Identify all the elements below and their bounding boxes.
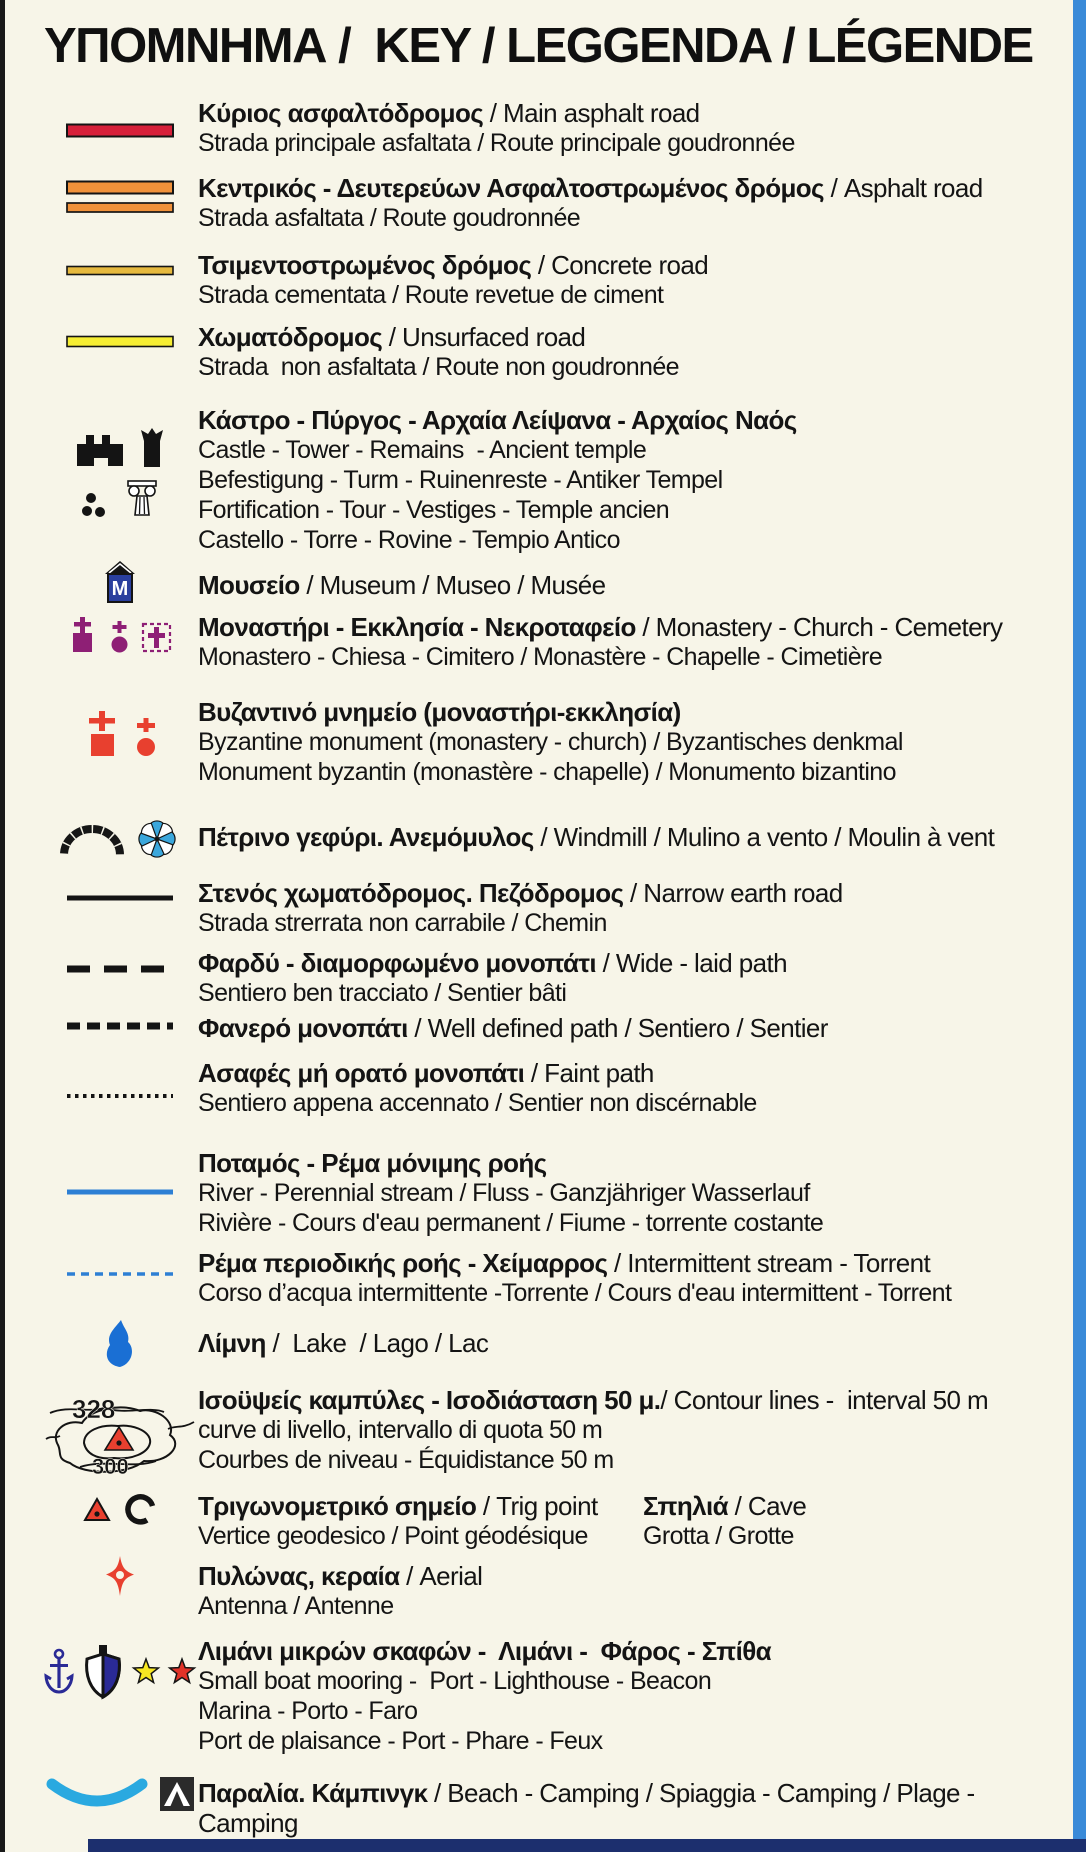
legend-row-main-asphalt-road [42,98,1060,158]
row-title-rest: / Main asphalt road [483,98,700,128]
row-title-rest: / Well defined path / Sentiero / Sentier [407,1013,828,1043]
row-line: Rivière - Cours d'eau permanent / Fiume - torrente costante [198,1209,824,1237]
row-title-rest: / Faint path [524,1058,654,1088]
row-line: Small boat mooring - Port - Lighthouse - Beacon [198,1667,712,1695]
beach-camping-group [42,1776,198,1812]
castle-icon [75,431,125,467]
row-title-greek: Βυζαντινό μνημείο (μοναστήρι-εκκλησία) [198,697,681,727]
row-title-rest: / Windmill / Mulino a vento / Moulin à vent [533,822,995,852]
anchor-icon [43,1647,75,1697]
ancient-remains-icon [81,491,111,519]
legend-row-monastery-church-cemetery [42,612,1060,672]
row-title-greek: Κεντρικός - Δευτερεύων Ασφαλτοστρωμένος δρόμος [198,173,824,203]
legend-row-aerial [42,1561,1060,1621]
contour-lines-icon [42,1387,198,1481]
row-title-rest: / Concrete road [531,250,709,280]
river-symbol [42,1188,198,1196]
trig-point-icon [82,1496,112,1523]
cemetery-icon [141,618,173,653]
row-title-greek: Φαρδύ - διαμορφωμένο μονοπάτι [198,948,597,978]
row-title-rest: / Intermittent stream - Torrent [607,1248,931,1278]
row-line: Antenna / Antenne [198,1592,394,1620]
legend-row-wide-laid-path [42,948,1060,1008]
row-title-rest: / Narrow earth road [623,878,843,908]
row-line: curve di livello, intervallo di quota 50 m [198,1416,603,1444]
legend-row-lake [42,1328,1060,1372]
legend-row-beach-camping [42,1778,1060,1838]
row-title-greek: Πυλώνας, κεραία [198,1561,400,1591]
legend-row-narrow-earth-road [42,878,1060,938]
wide-path-symbol [42,964,198,974]
row-line: Marina - Porto - Faro [198,1697,418,1725]
row-title-greek: Πέτρινο γεφύρι. Ανεμόμυλος [198,822,534,852]
row-line: Strada cementata / Route revetue de ciment [198,281,664,309]
page-title: ΥΠΟΜΝΗΜΑ / KEY / LEGGENDA / LÉGENDE [44,19,1033,73]
legend-row-unsurfaced-road [42,322,1060,382]
row-line: Strada strerrata non carrabile / Chemin [198,909,607,937]
row-title-greek: Ρέμα περιοδικής ροής - Χείμαρρος [198,1248,608,1278]
row-line: Vertice geodesico / Point géodésique [198,1522,588,1550]
row-line: Sentiero ben tracciato / Sentier bâti [198,979,567,1007]
tower-icon [139,427,165,467]
row-title-greek: Παραλία. Κάμπινγκ [198,1778,428,1808]
legend-row-byzantine-monument [42,697,1060,787]
beach-icon [45,1776,149,1812]
row-title-greek: Τριγωνομετρικό σημείο [198,1491,477,1521]
lighthouse-star-icon [131,1657,161,1687]
row-title-rest: / Unsurfaced road [382,322,586,352]
trig-cave-group [42,1491,198,1527]
legend-row-faint-path [42,1058,1060,1118]
aerial-icon [42,1555,198,1599]
row-line: Fortification - Tour - Vestiges - Temple ancien [198,496,670,524]
row-title-rest: / Asphalt road [823,173,983,203]
row-line: Strada non asfaltata / Route non goudronnée [198,353,679,381]
row-title-greek: Χωματόδρομος [198,322,383,352]
legend-row-museum [42,570,1060,606]
camping-icon [159,1776,195,1812]
beacon-star-icon [167,1657,197,1687]
row-title-greek: Σπηλιά [643,1491,729,1521]
byzantine-monastery-icon [82,711,123,757]
row-title-greek: Λίμνη [198,1328,266,1358]
row-title-greek: Λιμάνι μικρών σκαφών - Λιμάνι - Φάρος - Σπίθα [198,1636,772,1666]
row-line: Befestigung - Turm - Ruinenreste - Antiker Tempel [198,466,723,494]
bottom-border-bar [88,1839,1086,1852]
right-border-strip [1073,0,1086,1852]
row-title-greek: Ασαφές μή ορατό μονοπάτι [198,1058,525,1088]
row-title-rest: / Cave [728,1491,807,1521]
legend-row-bridge-windmill [42,822,1060,862]
legend-row-asphalt-road [42,173,1060,233]
main-asphalt-road-symbol [42,122,198,139]
row-line: Grotta / Grotte [643,1522,794,1550]
defined-path-symbol [42,1021,198,1031]
monastery-icon [68,616,98,653]
row-line: River - Perennial stream / Fluss - Ganzjähriger Wasserlauf [198,1179,810,1207]
monastery-symbol-group [42,616,198,653]
svg-text:M: M [111,578,129,600]
byzantine-church-icon [133,718,159,757]
row-title-rest: / Museum / Museo / Musée [299,570,606,600]
asphalt-road-symbol [42,179,198,217]
legend-row-river [42,1148,1060,1238]
row-title-greek: Στενός χωματόδρομος. Πεζόδρομος [198,878,624,908]
port-boat-icon [81,1644,125,1700]
row-title-rest: / Trig point [476,1491,598,1521]
legend-row-contour-lines [42,1385,1060,1481]
church-icon [108,620,131,653]
row-line: Port de plaisance - Port - Phare - Feux [198,1727,603,1755]
row-title-greek: Ποταμός - Ρέμα μόνιμης ροής [198,1148,547,1178]
bridge-windmill-group [42,816,198,862]
narrow-earth-road-symbol [42,894,198,902]
legend-row-concrete-road [42,250,1060,310]
ancient-temple-column-icon [125,479,159,519]
row-title-rest: / Contour lines - interval 50 m [660,1385,989,1415]
windmill-icon [134,816,180,862]
byzantine-symbol-group [42,711,198,757]
row-title-rest: / Beach - Camping / Spiaggia - Camping / Plage - Camping [198,1778,982,1838]
row-line: Castle - Tower - Remains - Ancient temple [198,436,647,464]
row-title-greek: Κύριος ασφαλτόδρομος [198,98,484,128]
row-line: Castello - Torre - Rovine - Tempio Antico [198,526,620,554]
lake-icon [42,1318,198,1372]
row-line: Monastero - Chiesa - Cimitero / Monastère - Chapelle - Cimetière [198,643,883,671]
svg-text:328: 328 [72,1394,116,1424]
port-symbol-group [42,1644,198,1700]
legend-row-well-defined-path [42,1013,1060,1043]
row-title-rest: / Lake / Lago / Lac [265,1328,489,1358]
museum-icon [42,560,198,606]
row-title-greek: Μουσείο [198,570,300,600]
legend-row-castle-tower-remains-temple [42,405,1060,555]
row-line: Monument byzantin (monastère - chapelle) / Monumento bizantino [198,758,896,786]
row-title-greek: Κάστρο - Πύργος - Αρχαία Λείψανα - Αρχαίος Ναός [198,405,797,435]
legend-row-intermittent-stream [42,1248,1060,1308]
row-line: Sentiero appena accennato / Sentier non discérnable [198,1089,757,1117]
row-line: Corso d’acqua intermittente -Torrente / Cours d'eau intermittent - Torrent [198,1279,952,1307]
row-line: Strada principale asfaltata / Route principale goudronnée [198,129,795,157]
stone-bridge-icon [60,820,124,858]
row-title-greek: Ισοϋψείς καμπύλες - Ισοδιάσταση 50 μ. [198,1385,661,1415]
row-title-rest: / Monastery - Church - Cemetery [635,612,1003,642]
row-title-rest: / Wide - laid path [596,948,787,978]
row-title-greek: Φανερό μονοπάτι [198,1013,408,1043]
row-title-greek: Τσιμεντοστρωμένος δρόμος [198,250,532,280]
row-title-greek: Μοναστήρι - Εκκλησία - Νεκροταφείο [198,612,636,642]
unsurfaced-road-symbol [42,334,198,350]
row-title-rest: / Aerial [399,1561,483,1591]
castle-symbol-group [42,427,198,519]
row-line: Byzantine monument (monastery - church) / Byzantisches denkmal [198,728,903,756]
faint-path-symbol [42,1092,198,1100]
left-border [0,0,5,1852]
legend-row-port-lighthouse-beacon [42,1636,1060,1756]
svg-text:300: 300 [92,1454,129,1479]
row-line: Courbes de niveau - Équidistance 50 m [198,1446,614,1474]
cave-icon [122,1491,158,1527]
concrete-road-symbol [42,264,198,278]
intermittent-stream-symbol [42,1270,198,1278]
legend-row-trig-point-cave [42,1491,1060,1551]
row-line: Strada asfaltata / Route goudronnée [198,204,581,232]
